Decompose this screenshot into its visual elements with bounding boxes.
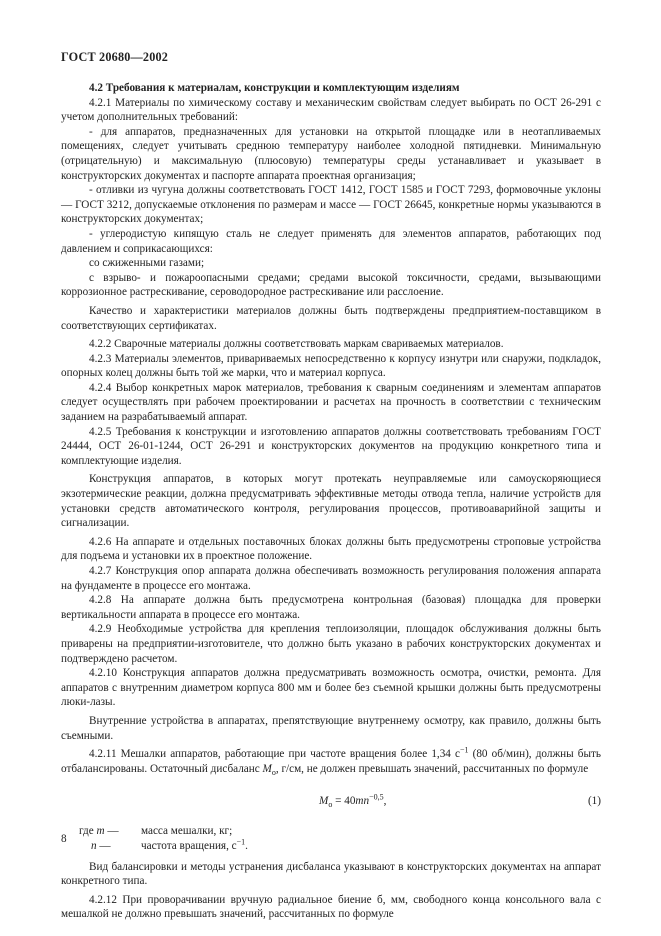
paragraph: 4.2.9 Необходимые устройства для крепления теплоизоляции, площадок обслуживания должны быть приварены на предприятии-изготовителе, что должно быть указано в рабочих конструкторских документах и подтверждено расчетом. xyxy=(61,623,601,665)
document-body xyxy=(61,81,601,922)
paragraph: - углеродистую кипящую сталь не следует применять для элементов аппаратов, работающих под давлением и соприкасающихся: xyxy=(61,227,601,255)
paragraph: 4.2.12 При проворачивании вручную радиальное биение б, мм, свободного конца консольного вала с мешалкой не должно превышать значений, рассчитанных по формуле xyxy=(61,893,601,921)
formula-number: (1) xyxy=(587,795,601,808)
paragraph: 4.2.8 На аппарате должна быть предусмотрена контрольная (базовая) площадка для проверки вертикальности аппарата в процессе его монтажа. xyxy=(61,594,601,621)
formula-expression: $M_о = 40mn^{-0,5}$, xyxy=(319,792,387,810)
paragraph: 4.2.5 Требования к конструкции и изготовлению аппаратов должны соответствовать требованиям ГОСТ 24444, ОСТ 26-01-1244, ОСТ 26-291 и конструкторских документов на продукцию конкретного типа и комплектующие изделия. xyxy=(61,425,601,467)
paragraph: 4.2.7 Конструкция опор аппарата должна обеспечивать возможность регулирования положения аппарата на фундаменте в процессе его монтажа. xyxy=(61,565,601,592)
paragraph: со сжиженными газами; xyxy=(89,257,205,270)
legend-row: где m — масса мешалки, кг; xyxy=(79,825,233,838)
paragraph: 4.2.2 Сварочные материалы должны соответствовать маркам свариваемых материалов. xyxy=(89,338,504,351)
paragraph: 4.2.3 Материалы элементов, привариваемых непосредственно к корпусу изнутри или снаружи, подкладок, опорных колец должны быть той же марки, что и материал корпуса. xyxy=(61,352,601,380)
paragraph: Качество и характеристики материалов должны быть подтверждены предприятием-поставщиком в соответствующих сертификатах. xyxy=(61,304,601,332)
paragraph: Конструкция аппаратов, в которых могут протекать неуправляемые или самоускоряющиеся экзотермические реакции, должна предусматривать эффективные методы отвода тепла, наличие устройств для установки средств автоматического контроля, регулирования процессов, противоаварийной защиты и сигнализации. xyxy=(61,473,601,530)
paragraph: - для аппаратов, предназначенных для установки на открытой площадке или в неотапливаемых помещениях, следует учитывать среднюю температуру наиболее холодной пятидневки. Минимальную (отрицательную) и максимальную (плюсовую) температуры среды устанавливает и указывает в конструкторских документах и паспорте аппарата проектная организация; xyxy=(61,125,601,182)
paragraph: Вид балансировки и методы устранения дисбаланса указывают в конструкторских документах на аппарат конкретного типа. xyxy=(61,860,601,888)
paragraph: Внутренние устройства в аппаратах, препятствующие внутреннему осмотру, как правило, должны быть съемными. xyxy=(61,714,601,742)
section-title: 4.2 Требования к материалам, конструкции и комплектующим изделиям xyxy=(89,82,460,94)
document-header: ГОСТ 20680—2002 xyxy=(61,50,169,64)
paragraph-4-2-11: 4.2.11 Мешалки аппаратов, работающие при частоте вращения более 1,34 $с^{-1}$ (80 об/мин), должны быть отбалансированы. Остаточный дисбаланс $M_о$, г/см, не должен превышать значений, рассчитанных по формуле xyxy=(61,745,601,777)
paragraph: 4.2.1 Материалы по химическому составу и механическим свойствам следует выбирать по ОСТ 26-291 с учетом дополнительных требований: xyxy=(61,96,601,124)
paragraph: 4.2.10 Конструкция аппаратов должна предусматривать возможность осмотра, очистки, ремонта. Для аппаратов с внутренним диаметром корпуса 800 мм и более без съемной крышки должны быть предусмотрены люки-лазы. xyxy=(61,667,601,709)
paragraph: 4.2.4 Выбор конкретных марок материалов, требования к сварным соединениям и элементам аппаратов следует осуществлять при рабочем проектировании и расчетах на прочность в соответствии с техническим заданием на разрабатываемый аппарат. xyxy=(61,381,601,424)
paragraph: 4.2.6 На аппарате и отдельных поставочных блоках должны быть предусмотрены строповые устройства для подъема и установки их в проектное положение. xyxy=(61,535,601,563)
legend-row: n — частота вращения, $с^{-1}$. xyxy=(91,837,248,852)
formula-1 xyxy=(61,786,601,818)
page-number: 8 xyxy=(61,833,67,845)
formula-legend xyxy=(61,824,601,853)
paragraph: с взрыво- и пожароопасными средами; средами высокой токсичности, средами, вызывающими коррозионное растрескивание, сероводородное растрескивание или расслоение. xyxy=(61,271,601,299)
paragraph: - отливки из чугуна должны соответствовать ГОСТ 1412, ГОСТ 1585 и ГОСТ 7293, формовочные уклоны — ГОСТ 3212, допускаемые отклонения по размерам и массе — ГОСТ 26645, конкретные нормы указываются в конструкторских документах; xyxy=(61,184,601,226)
